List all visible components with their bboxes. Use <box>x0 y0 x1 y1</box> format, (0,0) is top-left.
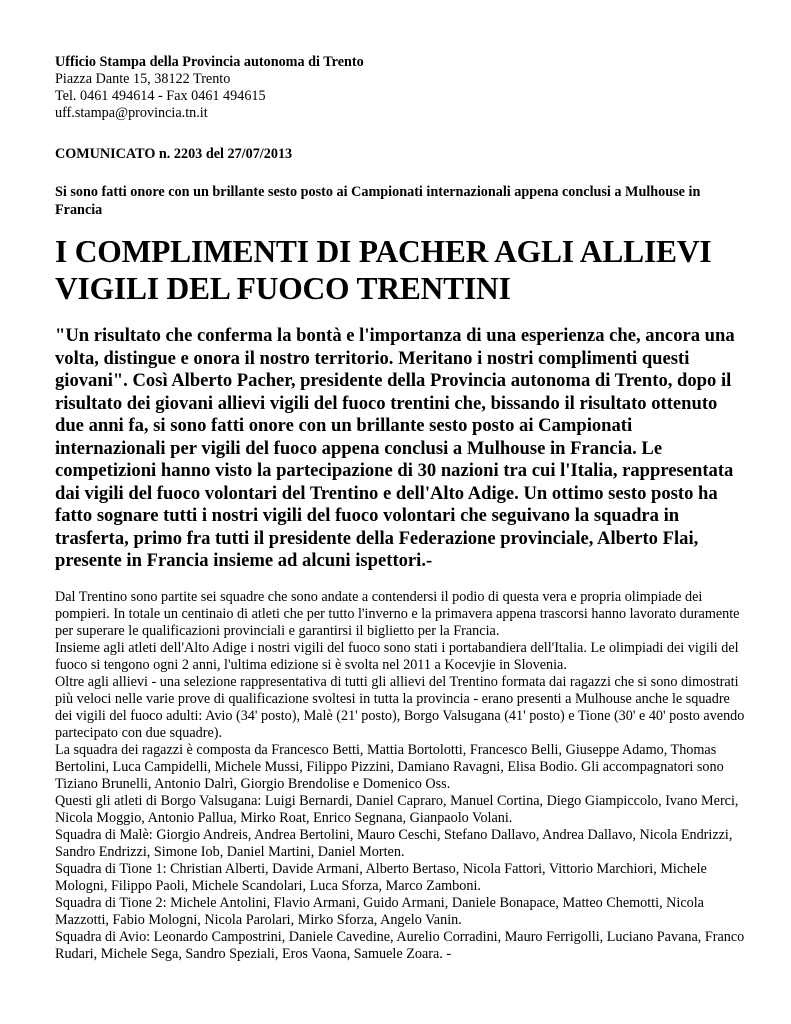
press-release-number: COMUNICATO n. 2203 del 27/07/2013 <box>55 146 293 162</box>
office-address: Piazza Dante 15, 38122 Trento <box>55 71 231 87</box>
article-lead-paragraph: "Un risultato che conferma la bontà e l'importanza di una esperienza che, ancora una volta, distingue e onora il nostro territorio. Meritano i nostri complimenti questi giovani". Così Alberto Pacher, presidente della Provincia autonoma di Trento, dopo il risultato dei giovani allievi vigili del fuoco trentini che, bissando il risultato ottenuto due anni fa, si sono fatti onore con un brillante sesto posto ai Campionati internazionali per vigili del fuoco appena conclusi a Mulhouse in Francia. Le competizioni hanno visto la partecipazione di 30 nazioni tra cui l'Italia, rappresentata dai vigili del fuoco volontari del Trentino e dell'Alto Adige. Un ottimo sesto posto ha fatto sognare tutti i nostri vigili del fuoco volontari che seguivano la squadra in trasferta, primo fra tutti il presidente della Federazione provinciale, Alberto Flai, presente in Francia insieme ad alcuni ispettori.- <box>55 325 735 571</box>
office-name: Ufficio Stampa della Provincia autonoma di Trento <box>55 54 364 70</box>
body-paragraph: Squadra di Avio: Leonardo Campostrini, Daniele Cavedine, Aurelio Corradini, Mauro Ferrigolli, Luciano Pavana, Franco Rudari, Michele Sega, Sandro Speziali, Eros Vaona, Samuele Zoara. - <box>55 928 745 962</box>
body-paragraph: Squadra di Tione 1: Christian Alberti, Davide Armani, Alberto Bertaso, Nicola Fattori, Vittorio Marchiori, Michele Mologni, Filippo Paoli, Michele Scandolari, Luca Sforza, Marco Zamboni. <box>55 860 707 894</box>
body-paragraph: Dal Trentino sono partite sei squadre che sono andate a contendersi il podio di questa vera e propria olimpiade dei pompieri. In totale un centinaio di atleti che per tutto l'inverno e la primavera appena trascorsi hanno lavorato duramente per superare le qualificazioni provinciali e garantirsi il biglietto per la Francia. <box>55 588 740 639</box>
body-paragraph: La squadra dei ragazzi è composta da Francesco Betti, Mattia Bortolotti, Francesco Belli, Giuseppe Adamo, Thomas Bertolini, Luca Campidelli, Michele Mussi, Filippo Pizzini, Damiano Ravagni, Elisa Bodio. Gli accompagnatori sono Tiziano Brunelli, Antonio Dalrì, Giorgio Brendolise e Domenico Oss. <box>55 741 724 792</box>
body-paragraph: Insieme agli atleti dell'Alto Adige i nostri vigili del fuoco sono stati i portabandiera dell'Italia. Le olimpiadi dei vigili del fuoco si tengono ogni 2 anni, l'ultima edizione si è svolta nel 2011 a Kocevjie in Slovenia. <box>55 639 739 673</box>
body-paragraph: Squadra di Malè: Giorgio Andreis, Andrea Bertolini, Mauro Ceschi, Stefano Dallavo, Andrea Dallavo, Nicola Endrizzi, Sandro Endrizzi, Simone Iob, Daniel Martini, Daniel Morten. <box>55 826 733 860</box>
body-paragraph: Squadra di Tione 2: Michele Antolini, Flavio Armani, Guido Armani, Daniele Bonapace, Matteo Chemotti, Nicola Mazzotti, Fabio Mologni, Nicola Parolari, Mirko Sforza, Angelo Vanin. <box>55 894 704 928</box>
body-paragraph: Questi gli atleti di Borgo Valsugana: Luigi Bernardi, Daniel Capraro, Manuel Cortina, Diego Giampiccolo, Ivano Merci, Nicola Moggio, Antonio Pallua, Mirko Roat, Enrico Segnana, Gianpaolo Volani. <box>55 792 739 826</box>
article-headline: I COMPLIMENTI DI PACHER AGLI ALLIEVI VIGILI DEL FUOCO TRENTINI <box>55 234 712 306</box>
press-release-document <box>55 54 745 963</box>
article-body <box>55 589 745 963</box>
office-email: uff.stampa@provincia.tn.it <box>55 105 208 121</box>
body-paragraph: Oltre agli allievi - una selezione rappresentativa di tutti gli allievi del Trentino formata dai ragazzi che si sono dimostrati più veloci nelle varie prove di qualificazione svoltesi in tutta la provincia - erano presenti a Mulhouse anche le squadre dei vigili del fuoco adulti: Avio (34' posto), Malè (21' posto), Borgo Valsugana (41' posto) e Tione (30' e 40' posto avendo partecipato con due squadre). <box>55 673 745 741</box>
office-phone-fax: Tel. 0461 494614 - Fax 0461 494615 <box>55 88 266 104</box>
article-subtitle: Si sono fatti onore con un brillante sesto posto ai Campionati internazionali appena conclusi a Mulhouse in Francia <box>55 184 701 218</box>
press-office-header <box>55 54 745 122</box>
